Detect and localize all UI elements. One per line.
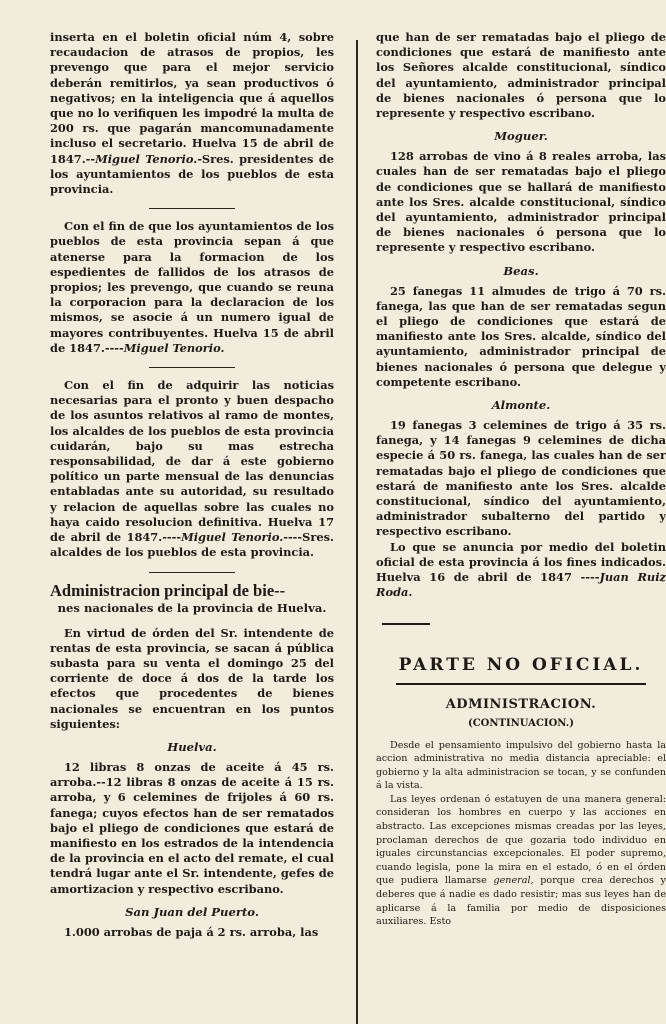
auction-item: 19 fanegas 3 celemines de trigo á 35 rs. fanega, y 14 fanegas 9 celemines de dicha especie á 50 rs. fanega, las cuales han de ser rematadas bajo el pliego de condiciones que estará de manifiesto ante los Sres. alcalde constitucional, síndico del ayuntamiento, administrador subalterno del partido y respectivo escribano. bbox=[376, 418, 666, 539]
signature: Miguel Tenorio. bbox=[95, 151, 198, 166]
divider bbox=[149, 572, 235, 573]
auction-item: 1.000 arrobas de paja á 2 rs. arroba, las bbox=[64, 924, 319, 939]
place-heading: Moguer. bbox=[494, 129, 548, 144]
section-heading: Administracion principal de bie-- bbox=[50, 580, 286, 600]
article-paragraph: Desde el pensamiento impulsivo del gobierno hasta la accion administrativa no media distancia apreciable: el gobierno y la alta administracion se tocan, y se confunden á la vista. bbox=[376, 739, 666, 792]
auction-intro: En virtud de órden del Sr. intendente de rentas de esta provincia, se sacan á pública subasta para su venta el domingo 25 del corriente de doce á dos de la tarde los efectos que procedentes de bienes nacionales se encuentran en los puntos siguientes: bbox=[50, 625, 334, 731]
banner-title: PARTE NO OFICIAL. bbox=[398, 654, 644, 675]
place-heading: Huelva. bbox=[167, 739, 217, 754]
place-heading: San Juan del Puerto. bbox=[125, 904, 259, 919]
place-heading: Almonte. bbox=[491, 398, 551, 413]
divider bbox=[396, 683, 646, 685]
section-heading: ADMINISTRACION. bbox=[445, 696, 597, 712]
notice-propios: inserta en el boletin oficial núm 4, sobre recaudacion de atrasos de propios, les prevengo que para el mejor servicio deberán remitirlos, ya sean productivos ó negativos; en la inteligencia que á aquellos que no lo verifiquen les impodré la multa de 200 rs. que pagarán mancomunadamente incluso el secretario. Huelva 15 de abril de 1847.--Miguel Tenorio.-Sres. presidentes de los ayuntamientos de los pueblos de esta provincia. bbox=[50, 30, 334, 197]
divider bbox=[149, 367, 235, 368]
article-paragraph: Las leyes ordenan ó estatuyen de una manera general: consideran los hombres en cuerpo y las acciones en abstracto. Las excepciones mismas creadas por las leyes, proclaman derechos de que gozaria todo individuo en iguales circunstancias excepcionales. El poder supremo, cuando legisla, pone la mira en el estado, ó en el órden que pudiera llamarse general, porque crea derechos y deberes que á nadie es dado resistir; mas sus leyes han de aplicarse á la familia por medio de disposiciones auxiliares. Esto bbox=[376, 793, 666, 928]
auction-closing: Lo que se anuncia por medio del boletin oficial de esta provincia á los fines indicados. Huelva 16 de abril de 1847 ----Juan Ruiz Roda. bbox=[376, 539, 666, 600]
emphasis: general, bbox=[493, 875, 534, 887]
auction-item: que han de ser rematadas bajo el pliego de condiciones que estará de manifiesto ante los Señores alcalde constitucional, síndico del ayuntamiento, administrador principal de bienes nacionales ó persona que lo represente y respectivo escribano. bbox=[376, 30, 666, 121]
divider bbox=[382, 623, 430, 625]
right-column bbox=[376, 30, 666, 929]
notice-montes: Con el fin de adquirir las noticias necesarias para el pronto y buen despacho de los asuntos relativos al ramo de montes, los alcaldes de los pueblos de esta provincia cuidarán, bajo su mas estrecha responsabilidad, de dar á este gobierno político un parte mensual de las denuncias entabladas ante su autoridad, su resultado y relacion de aquellas sobre las cuales no haya caido resolucion definitiva. Huelva 17 de abril de 1847.----Miguel Tenorio.----Sres. alcaldes de los pueblos de esta provincia. bbox=[50, 378, 334, 560]
place-heading: Beas. bbox=[503, 263, 539, 278]
column-divider bbox=[356, 40, 358, 1024]
section-subheading: nes nacionales de la provincia de Huelva. bbox=[57, 600, 327, 615]
signature: Juan Ruiz Roda. bbox=[376, 570, 666, 600]
divider bbox=[149, 208, 235, 209]
auction-item: 25 fanegas 11 almudes de trigo á 70 rs. fanega, las que han de ser rematadas segun el pliego de condiciones que estará de manifiesto ante los Sres. alcalde, síndico del ayuntamiento, administrador principal de bienes nacionales ó persona que delegue y competente escribano. bbox=[376, 283, 666, 389]
auction-item: 128 arrobas de vino á 8 reales arroba, las cuales han de ser rematadas bajo el pliego de condiciones que se hallará de manifiesto ante los Sres. alcalde constitucional, síndico del ayuntamiento, administrador principal de bienes nacionales ó persona que lo represente y respectivo escribano. bbox=[376, 149, 666, 255]
left-column bbox=[50, 30, 334, 940]
section-subheading: (CONTINUACION.) bbox=[467, 717, 575, 729]
signature: Miguel Tenorio. bbox=[123, 340, 225, 355]
signature: Miguel Tenorio. bbox=[181, 530, 284, 545]
notice-fallidos: Con el fin de que los ayuntamientos de los pueblos de esta provincia sepan á que atenerse para la formacion de los espedientes de fallidos de los atrasos de propios; les prevengo, que cuando se reuna la corporacion para la declaracion de los mismos, se asocie á un numero igual de mayores contribuyentes. Huelva 15 de abril de 1847.----Miguel Tenorio. bbox=[50, 219, 334, 355]
auction-item: 12 libras 8 onzas de aceite á 45 rs. arroba.--12 libras 8 onzas de aceite á 15 rs. arroba, y 6 celemines de frijoles á 60 rs. fanega; cuyos efectos han de ser rematados bajo el pliego de condiciones que estará de manifiesto en los estrados de la intendencia de la provincia en el acto del remate, el cual tendrá lugar ante el Sr. intendente, gefes de amortizacion y respectivo escribano. bbox=[50, 759, 334, 896]
